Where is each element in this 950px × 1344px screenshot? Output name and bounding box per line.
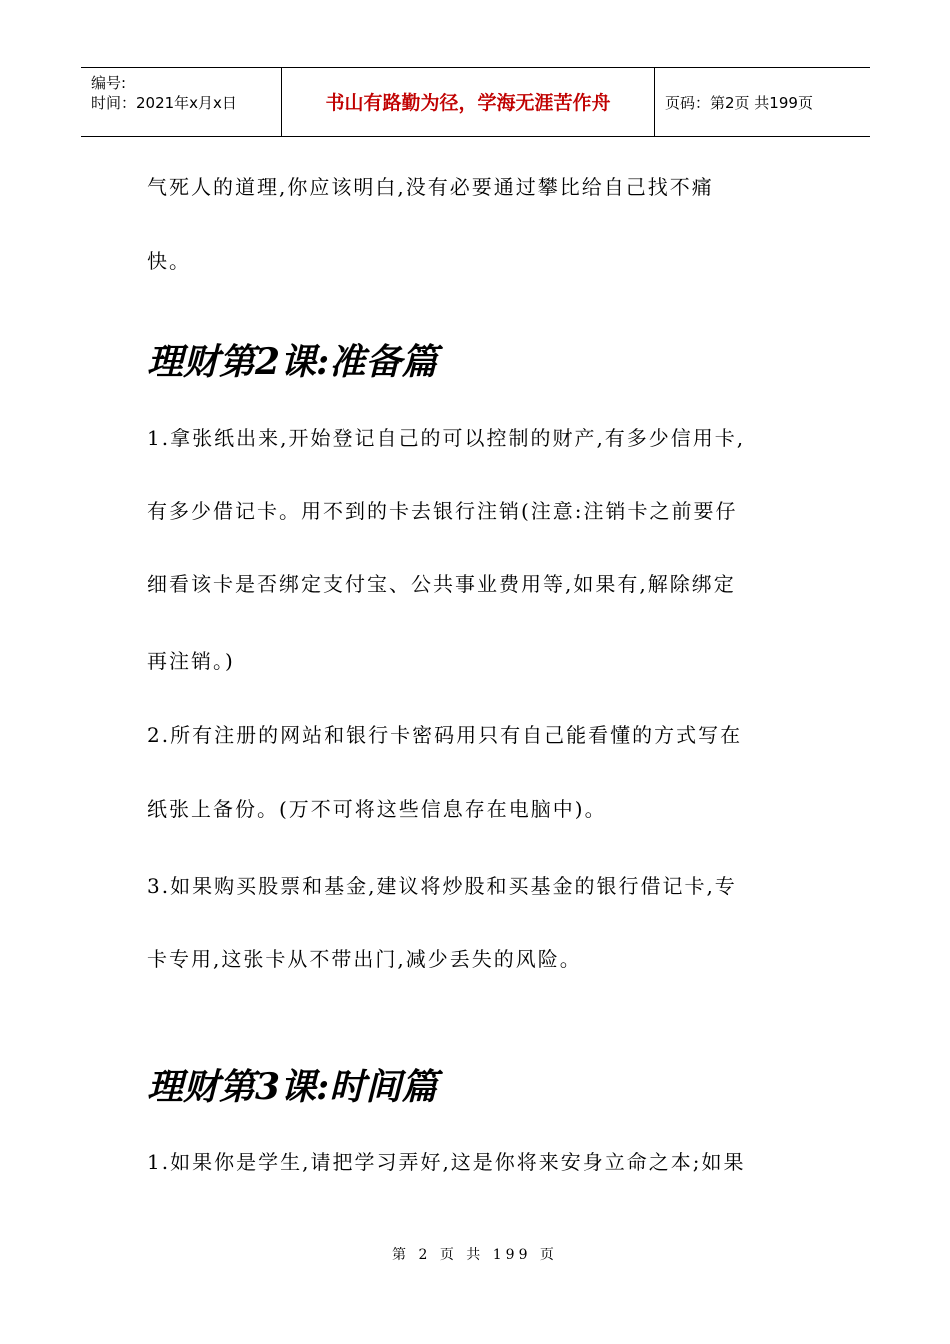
header-page-cell bbox=[655, 68, 870, 136]
body-line: 再注销。) bbox=[147, 649, 235, 673]
body-line: 1.拿张纸出来,开始登记自己的可以控制的财产,有多少信用卡, bbox=[147, 426, 746, 450]
body-line: 细看该卡是否绑定支付宝、公共事业费用等,如果有,解除绑定 bbox=[147, 572, 736, 596]
body-line: 1.如果你是学生,请把学习弄好,这是你将来安身立命之本;如果 bbox=[147, 1150, 746, 1174]
header-motto-cell bbox=[282, 68, 655, 136]
body-line: 卡专用,这张卡从不带出门,减少丢失的风险。 bbox=[147, 947, 582, 971]
body-line: 3.如果购买股票和基金,建议将炒股和买基金的银行借记卡,专 bbox=[147, 874, 737, 898]
header-info-cell bbox=[81, 68, 282, 136]
document-date-label: 时间：2021年x月x日 bbox=[91, 94, 237, 112]
body-line: 纸张上备份。(万不可将这些信息存在电脑中)。 bbox=[147, 797, 607, 821]
body-line: 气死人的道理,你应该明白,没有必要通过攀比给自己找不痛 bbox=[147, 175, 714, 199]
section-heading: 理财第3课:时间篇 bbox=[147, 1066, 438, 1108]
header-page-number: 页码：第2页 共199页 bbox=[665, 94, 813, 112]
body-line: 快。 bbox=[147, 249, 191, 273]
page-footer: 第 2 页 共 199 页 bbox=[392, 1247, 558, 1263]
section-heading: 理财第2课:准备篇 bbox=[147, 341, 438, 383]
body-line: 2.所有注册的网站和银行卡密码用只有自己能看懂的方式写在 bbox=[147, 723, 743, 747]
header-motto: 书山有路勤为径，学海无涯苦作舟 bbox=[325, 92, 611, 114]
document-number-label: 编号: bbox=[91, 74, 127, 92]
page-header bbox=[81, 67, 870, 137]
body-line: 有多少借记卡。用不到的卡去银行注销(注意:注销卡之前要仔 bbox=[147, 499, 738, 523]
